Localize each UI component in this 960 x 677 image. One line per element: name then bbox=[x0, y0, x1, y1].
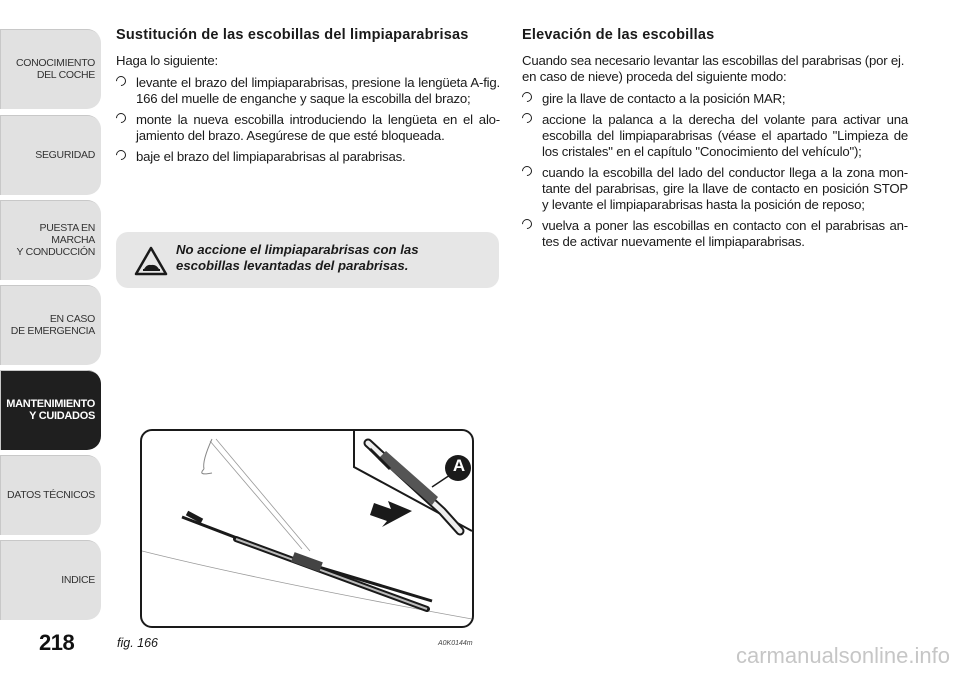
list-item: baje el brazo del limpiaparabrisas al parabrisas. bbox=[116, 149, 500, 165]
section-heading-replacement: Sustitución de las escobillas del limpiaparabrisas bbox=[116, 27, 469, 43]
section-heading-raising: Elevación de las escobillas bbox=[522, 27, 715, 43]
warning-text: No accione el limpiaparabrisas con las escobillas levantadas del parabrisas. bbox=[176, 242, 419, 273]
list-item: cuando la escobilla del lado del conductor llega a la zona mon-tante del parabrisas, gire la llave de contacto en posición STOP y levante el limpiaparabrisas hasta la posición de reposo; bbox=[522, 165, 908, 213]
warning-triangle-icon bbox=[134, 246, 168, 276]
bullet-icon bbox=[520, 217, 534, 231]
steps-list bbox=[116, 75, 500, 165]
page-number: 218 bbox=[39, 630, 75, 655]
bullet-icon bbox=[520, 111, 534, 125]
tab-conocimiento-del-coche[interactable]: CONOCIMIENTO DEL COCHE bbox=[0, 29, 101, 109]
bullet-icon bbox=[520, 90, 534, 104]
tab-puesta-en-marcha[interactable]: PUESTA EN MARCHA Y CONDUCCIÓN bbox=[0, 200, 101, 280]
figure-caption: fig. 166 bbox=[117, 636, 159, 650]
wiper-blade-drawing bbox=[142, 431, 472, 626]
left-column bbox=[116, 27, 500, 170]
callout-a-label: A bbox=[452, 456, 466, 475]
figure-wiper-illustration bbox=[140, 429, 474, 628]
bullet-icon bbox=[114, 74, 128, 88]
intro-text: Haga lo siguiente: bbox=[116, 53, 218, 68]
tab-indice[interactable]: INDICE bbox=[0, 540, 101, 620]
bullet-icon bbox=[114, 111, 128, 125]
tab-datos-tecnicos[interactable]: DATOS TÉCNICOS bbox=[0, 455, 101, 535]
right-column bbox=[522, 27, 908, 255]
steps-list bbox=[522, 91, 908, 250]
list-item: levante el brazo del limpiaparabrisas, presione la lengüeta A-fig. 166 del muelle de enganche y saque la escobilla del brazo; bbox=[116, 75, 500, 107]
tab-mantenimiento-y-cuidados[interactable]: MANTENIMIENTO Y CUIDADOS bbox=[0, 370, 101, 450]
intro-text: Cuando sea necesario levantar las escobillas del parabrisas (por ej. en caso de nieve) proceda del siguiente modo: bbox=[522, 53, 905, 84]
figure-code: A0K0144m bbox=[438, 640, 473, 647]
bullet-icon bbox=[520, 164, 534, 178]
warning-box bbox=[116, 232, 499, 288]
list-item: accione la palanca a la derecha del volante para activar una escobilla del limpiaparabrisas (véase el apartado "Limpieza de los cristales" en el capítulo "Conocimiento del vehículo"); bbox=[522, 112, 908, 160]
watermark: carmanualsonline.info bbox=[735, 643, 950, 668]
list-item: gire la llave de contacto a la posición MAR; bbox=[522, 91, 908, 107]
list-item: monte la nueva escobilla introduciendo la lengüeta en el alo-jamiento del brazo. Asegúrese de que esté bloqueada. bbox=[116, 112, 500, 144]
tab-seguridad[interactable]: SEGURIDAD bbox=[0, 115, 101, 195]
tab-en-caso-de-emergencia[interactable]: EN CASO DE EMERGENCIA bbox=[0, 285, 101, 365]
bullet-icon bbox=[114, 148, 128, 162]
list-item: vuelva a poner las escobillas en contacto con el parabrisas an-tes de activar nuevamente el limpiaparabrisas. bbox=[522, 218, 908, 250]
